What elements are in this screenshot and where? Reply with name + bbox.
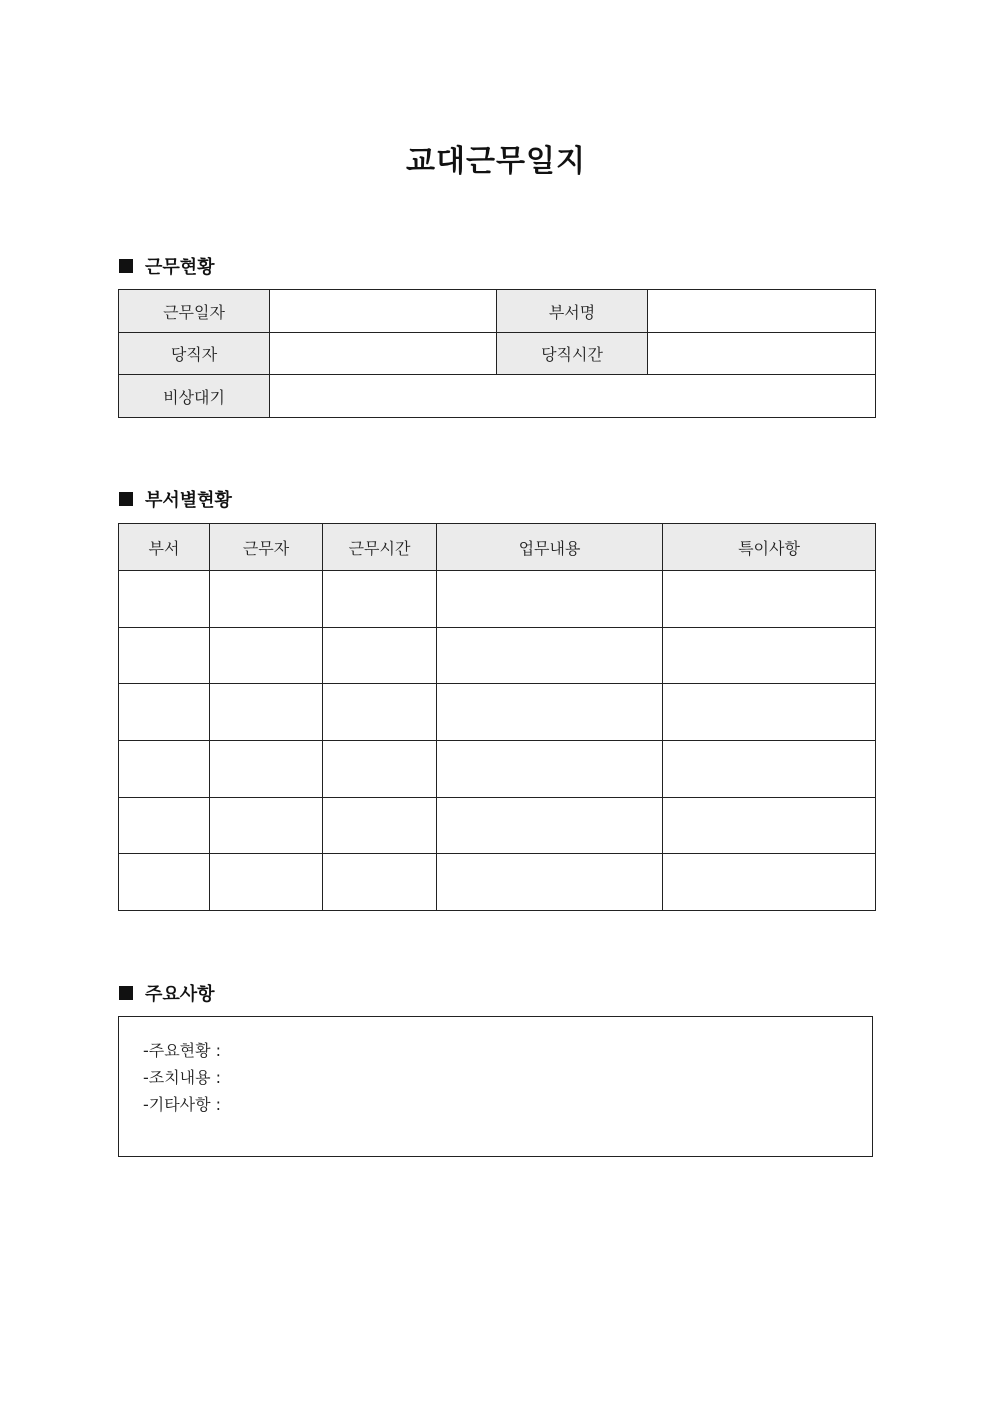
worker-cell[interactable] <box>210 798 323 854</box>
table-row <box>119 798 876 854</box>
work-hours-cell[interactable] <box>323 684 437 741</box>
square-bullet-icon <box>119 492 133 506</box>
worker-cell[interactable] <box>210 571 323 628</box>
remarks-cell[interactable] <box>663 684 876 741</box>
work-hours-cell[interactable] <box>323 798 437 854</box>
column-header-remarks: 특이사항 <box>663 524 876 571</box>
table-row <box>119 333 876 375</box>
department-cell[interactable] <box>119 628 210 684</box>
section-heading-label: 근무현황 <box>145 257 215 278</box>
square-bullet-icon <box>119 986 133 1000</box>
work-hours-cell[interactable] <box>323 854 437 911</box>
work-hours-cell[interactable] <box>323 628 437 684</box>
column-header-worker: 근무자 <box>210 524 323 571</box>
key-matters-box[interactable] <box>118 1016 873 1157</box>
department-cell[interactable] <box>119 854 210 911</box>
notes-line-other-matters <box>143 1091 872 1118</box>
department-cell[interactable] <box>119 798 210 854</box>
notes-label: -주요현황 : <box>143 1041 222 1060</box>
work-status-table <box>118 289 876 418</box>
section-heading-work-status <box>119 253 215 279</box>
department-cell[interactable] <box>119 684 210 741</box>
table-row <box>119 571 876 628</box>
table-row <box>119 375 876 418</box>
emergency-standby-label: 비상대기 <box>119 375 270 418</box>
work-content-cell[interactable] <box>437 628 663 684</box>
work-date-field[interactable] <box>270 290 497 333</box>
column-header-department: 부서 <box>119 524 210 571</box>
section-heading-label: 주요사항 <box>145 984 215 1005</box>
table-row <box>119 628 876 684</box>
table-row <box>119 684 876 741</box>
work-content-cell[interactable] <box>437 684 663 741</box>
department-name-field[interactable] <box>648 290 876 333</box>
worker-cell[interactable] <box>210 741 323 798</box>
worker-cell[interactable] <box>210 628 323 684</box>
worker-cell[interactable] <box>210 684 323 741</box>
duty-person-field[interactable] <box>270 333 497 375</box>
work-content-cell[interactable] <box>437 854 663 911</box>
work-hours-cell[interactable] <box>323 571 437 628</box>
remarks-cell[interactable] <box>663 798 876 854</box>
work-hours-cell[interactable] <box>323 741 437 798</box>
duty-time-field[interactable] <box>648 333 876 375</box>
emergency-standby-field[interactable] <box>270 375 876 418</box>
section-heading-key-matters <box>119 980 215 1006</box>
department-name-label: 부서명 <box>497 290 648 333</box>
notes-label: -기타사항 : <box>143 1095 222 1114</box>
remarks-cell[interactable] <box>663 628 876 684</box>
section-heading-department-status <box>119 486 232 512</box>
work-content-cell[interactable] <box>437 798 663 854</box>
remarks-cell[interactable] <box>663 571 876 628</box>
table-row <box>119 854 876 911</box>
duty-time-label: 당직시간 <box>497 333 648 375</box>
remarks-cell[interactable] <box>663 741 876 798</box>
table-row <box>119 741 876 798</box>
column-header-work-hours: 근무시간 <box>323 524 437 571</box>
table-row <box>119 290 876 333</box>
section-heading-label: 부서별현황 <box>145 490 232 511</box>
duty-person-label: 당직자 <box>119 333 270 375</box>
table-header-row <box>119 524 876 571</box>
department-status-table <box>118 523 876 911</box>
page-title: 교대근무일지 <box>406 144 586 179</box>
remarks-cell[interactable] <box>663 854 876 911</box>
work-content-cell[interactable] <box>437 741 663 798</box>
notes-label: -조치내용 : <box>143 1068 222 1087</box>
department-cell[interactable] <box>119 571 210 628</box>
work-content-cell[interactable] <box>437 571 663 628</box>
notes-line-action-taken <box>143 1064 872 1091</box>
department-cell[interactable] <box>119 741 210 798</box>
square-bullet-icon <box>119 259 133 273</box>
column-header-work-content: 업무내용 <box>437 524 663 571</box>
worker-cell[interactable] <box>210 854 323 911</box>
notes-line-key-status <box>143 1037 872 1064</box>
work-date-label: 근무일자 <box>119 290 270 333</box>
